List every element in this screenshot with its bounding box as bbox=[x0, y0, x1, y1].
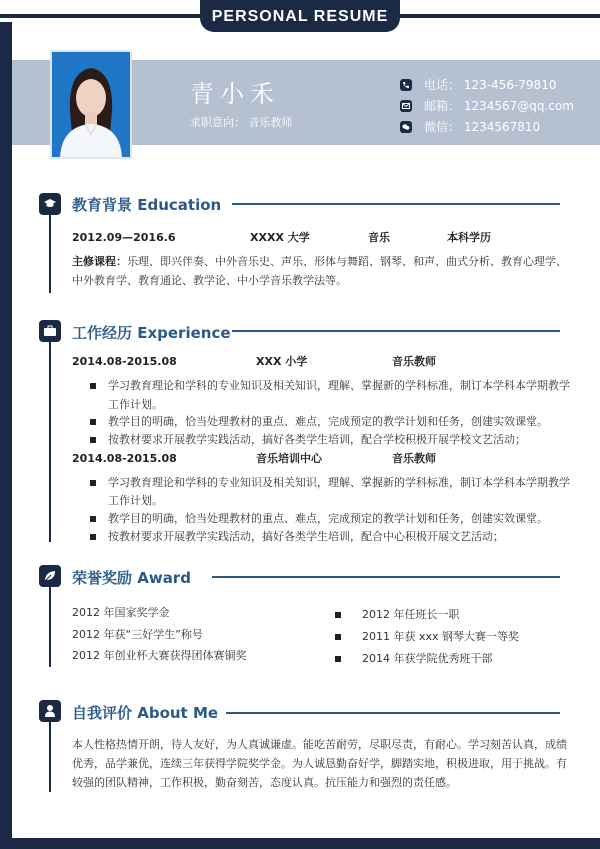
job2-duty-3: 按教材要求开展教学实践活动，搞好各类学生培训，配合中心积极开展文艺活动； bbox=[108, 530, 504, 543]
award-right-2: 2011 年获 xxx 钢琴大赛一等奖 bbox=[362, 630, 520, 643]
courses-text: 乐理、即兴伴奏、中外音乐史、声乐、形体与舞蹈、钢琴、和声、曲式分析、教育心理学、 bbox=[127, 255, 567, 268]
briefcase-icon bbox=[39, 320, 61, 342]
job1-duty-1: 学习教育理论和学科的专业知识及相关知识，理解、掌握新的学科标准，制订本学科本学期教学 bbox=[108, 379, 570, 392]
job1-duty-3: 按教材要求开展教学实践活动，搞好各类学生培训，配合学校积极开展学校文艺活动； bbox=[108, 433, 526, 446]
bottom-accent-bar bbox=[0, 838, 600, 849]
job1-bullet-1 bbox=[90, 383, 96, 389]
wechat-icon bbox=[400, 121, 412, 133]
award-left-3: 2012 年创业杯大赛获得团体赛铜奖 bbox=[72, 649, 247, 662]
about-heading: 自我评价 About Me bbox=[72, 704, 219, 722]
education-rule bbox=[232, 203, 560, 205]
education-courses-line2: 中外教育学、教育通论、教学论、中小学音乐教学法等。 bbox=[72, 274, 347, 287]
job1-role: 音乐教师 bbox=[392, 355, 436, 368]
awards-timeline bbox=[49, 587, 51, 667]
job2-duty-2: 教学目的明确，恰当处理教材的重点、难点，完成预定的教学计划和任务，创建实效课堂。 bbox=[108, 512, 548, 525]
awards-rule bbox=[212, 576, 560, 578]
about-rule bbox=[226, 712, 560, 714]
contact-phone bbox=[400, 76, 556, 93]
contact-wechat bbox=[400, 118, 540, 135]
education-period: 2012.09—2016.6 bbox=[72, 231, 176, 244]
courses-label: 主修课程： bbox=[72, 255, 127, 268]
education-courses-line1 bbox=[72, 253, 567, 271]
education-degree: 本科学历 bbox=[447, 231, 491, 244]
experience-rule bbox=[232, 330, 560, 332]
award-right-bullet-3 bbox=[335, 656, 341, 662]
award-right-bullet-2 bbox=[335, 634, 341, 640]
leaf-icon bbox=[39, 565, 61, 587]
graduation-cap-icon bbox=[39, 193, 61, 215]
job2-bullet-2 bbox=[90, 516, 96, 522]
about-line-1: 本人性格热情开朗，待人友好，为人真诚谦虚。能吃苦耐劳，尽职尽责，有耐心。学习刻苦认真，成绩 bbox=[72, 738, 567, 751]
phone-text: 电话： 123-456-79810 bbox=[424, 78, 557, 92]
job2-bullet-3 bbox=[90, 534, 96, 540]
awards-heading: 荣誉奖励 Award bbox=[72, 569, 191, 587]
job1-period: 2014.08-2015.08 bbox=[72, 355, 177, 368]
award-right-bullet-1 bbox=[335, 612, 341, 618]
job2-duty-1: 学习教育理论和学科的专业知识及相关知识，理解、掌握新的学科标准，制订本学科本学期教学 bbox=[108, 476, 570, 489]
about-line-2: 优秀，品学兼优，连续三年获得学院奖学金。为人诚恳勤奋好学，脚踏实地，积极进取，用于挑战。有 bbox=[72, 757, 567, 770]
left-accent-bar bbox=[0, 22, 12, 849]
job2-org: 音乐培训中心 bbox=[256, 452, 322, 465]
job1-duty-2: 教学目的明确，恰当处理教材的重点、难点，完成预定的教学计划和任务，创建实效课堂。 bbox=[108, 415, 548, 428]
email-text: 邮箱： 1234567@qq.com bbox=[424, 99, 574, 113]
job1-org: XXX 小学 bbox=[256, 355, 308, 368]
job2-role: 音乐教师 bbox=[392, 452, 436, 465]
award-right-3: 2014 年获学院优秀班干部 bbox=[362, 652, 493, 665]
experience-heading: 工作经历 Experience bbox=[72, 324, 231, 342]
job1-duty-1-cont: 工作计划。 bbox=[108, 398, 163, 411]
education-school: XXXX 大学 bbox=[250, 231, 310, 244]
job2-bullet-1 bbox=[90, 480, 96, 486]
about-timeline bbox=[49, 722, 51, 792]
award-right-1: 2012 年任班长一职 bbox=[362, 608, 460, 621]
profile-photo bbox=[50, 50, 132, 159]
contact-email bbox=[400, 97, 574, 114]
job2-period: 2014.08-2015.08 bbox=[72, 452, 177, 465]
job1-bullet-2 bbox=[90, 419, 96, 425]
job2-duty-1-cont: 工作计划。 bbox=[108, 494, 163, 507]
award-left-1: 2012 年国家奖学金 bbox=[72, 606, 170, 619]
person-icon bbox=[39, 700, 61, 722]
award-left-2: 2012 年获“三好学生”称号 bbox=[72, 628, 203, 641]
job-intent: 求职意向： 音乐教师 bbox=[190, 116, 293, 129]
candidate-name: 青小禾 bbox=[190, 80, 280, 108]
resume-title: PERSONAL RESUME bbox=[200, 0, 400, 32]
education-timeline bbox=[49, 215, 51, 293]
experience-timeline bbox=[49, 342, 51, 542]
mail-icon bbox=[400, 100, 412, 112]
phone-icon bbox=[400, 79, 412, 91]
wechat-text: 微信： 1234567810 bbox=[424, 120, 541, 134]
education-heading: 教育背景 Education bbox=[72, 196, 222, 214]
education-major: 音乐 bbox=[368, 231, 390, 244]
job1-bullet-3 bbox=[90, 437, 96, 443]
about-line-3: 较强的团队精神，工作积极，勤奋刻苦，态度认真。抗压能力和强烈的责任感。 bbox=[72, 776, 457, 789]
